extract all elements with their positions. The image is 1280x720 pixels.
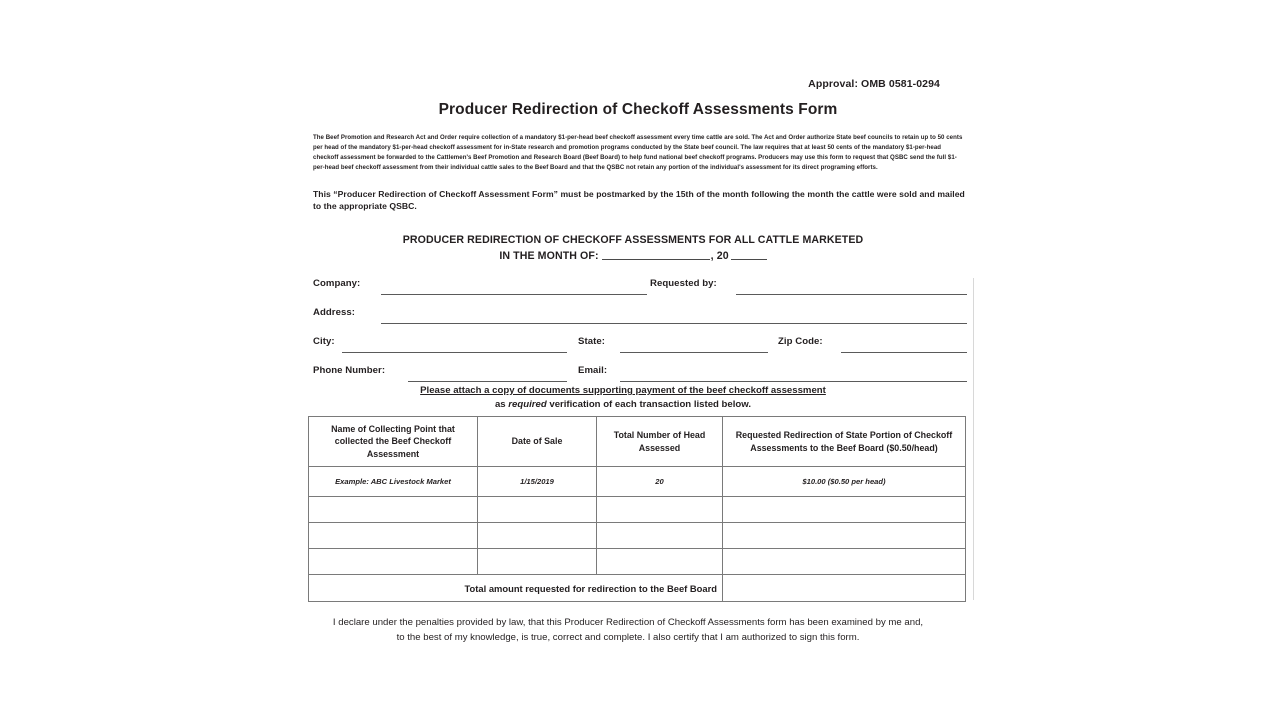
- declaration-line-1: I declare under the penalties provided by law, that this Producer Redirection of Checkoff Assessments form has been examined by me and,: [332, 617, 924, 628]
- column-header-date-of-sale: Date of Sale: [478, 417, 597, 467]
- table-header-row: [309, 417, 966, 467]
- cell-requested-redirection[interactable]: [723, 549, 966, 575]
- total-label: Total amount requested for redirection to the Beef Board: [309, 575, 723, 602]
- table-row: [309, 523, 966, 549]
- example-requested-redirection: $10.00 ($0.50 per head): [723, 467, 966, 497]
- example-total-head: 20: [597, 467, 723, 497]
- address-input[interactable]: [381, 323, 967, 324]
- attachment-note-suffix: verification of each transaction listed below.: [546, 399, 752, 410]
- column-header-collecting-point: Name of Collecting Point that collected the Beef Checkoff Assessment: [309, 417, 478, 467]
- table-row: [309, 549, 966, 575]
- column-header-total-head: Total Number of Head Assessed: [597, 417, 723, 467]
- phone-number-input[interactable]: [408, 381, 567, 382]
- state-input[interactable]: [620, 352, 768, 353]
- zip-code-input[interactable]: [841, 352, 967, 353]
- city-label: City:: [313, 336, 335, 347]
- cell-date-of-sale[interactable]: [478, 549, 597, 575]
- table-row-example: [309, 467, 966, 497]
- cell-collecting-point[interactable]: [309, 523, 478, 549]
- month-blank-input[interactable]: [602, 259, 710, 260]
- table-row-total: [309, 575, 966, 602]
- year-blank-input[interactable]: [731, 259, 767, 260]
- requested-by-input[interactable]: [736, 294, 967, 295]
- cell-collecting-point[interactable]: [309, 549, 478, 575]
- cell-total-head[interactable]: [597, 523, 723, 549]
- intro-paragraph-statute: The Beef Promotion and Research Act and Order require collection of a mandatory $1-per-head beef checkoff assessment every time cattle are sold. The Act and Order authorize State beef councils to retain up to 50 cents per head of the mandatory $1-per-head checkoff assessment for in-State research and promotion programs conducted by the State beef council. The law requires that at least 50 cents of the mandatory $1-per-head checkoff assessment be forwarded to the Cattlemen's Beef Promotion and Research Board (Beef Board) to help fund national beef checkoff programs. Producers may use this form to request that QSBC send the full $1-per-head beef checkoff assessment from their individual cattle sales to the Beef Board and that the QSBC not retain any portion of the individual's assessment for its direct programing efforts.: [313, 134, 963, 171]
- city-input[interactable]: [342, 352, 567, 353]
- example-collecting-point: Example: ABC Livestock Market: [309, 467, 478, 497]
- month-of-label: IN THE MONTH OF:: [499, 250, 599, 262]
- cell-requested-redirection[interactable]: [723, 523, 966, 549]
- section-heading-line-2: [0, 250, 1273, 262]
- attachment-note-prefix: as: [494, 399, 509, 410]
- cell-collecting-point[interactable]: [309, 497, 478, 523]
- example-date-of-sale: 1/15/2019: [478, 467, 597, 497]
- state-label: State:: [578, 336, 605, 347]
- cell-total-head[interactable]: [597, 549, 723, 575]
- company-input[interactable]: [381, 294, 647, 295]
- cell-date-of-sale[interactable]: [478, 497, 597, 523]
- section-heading-line-1: PRODUCER REDIRECTION OF CHECKOFF ASSESSMENTS FOR ALL CATTLE MARKETED: [402, 234, 864, 246]
- column-header-requested-redirection: Requested Redirection of State Portion of Checkoff Assessments to the Beef Board ($0.50/head): [723, 417, 966, 467]
- email-label: Email:: [578, 365, 608, 376]
- assessments-table: [308, 416, 966, 602]
- cell-total-head[interactable]: [597, 497, 723, 523]
- intro-paragraph-deadline: This “Producer Redirection of Checkoff Assessment Form” must be postmarked by the 15th of the month following the month the cattle were sold and mailed to the appropriate QSBC.: [313, 189, 965, 212]
- cell-date-of-sale[interactable]: [478, 523, 597, 549]
- email-input[interactable]: [620, 381, 967, 382]
- company-label: Company:: [313, 278, 361, 289]
- zip-code-label: Zip Code:: [778, 336, 823, 347]
- page-title: Producer Redirection of Checkoff Assessments Form: [438, 101, 838, 118]
- cell-requested-redirection[interactable]: [723, 497, 966, 523]
- table-row: [309, 497, 966, 523]
- phone-number-label: Phone Number:: [313, 365, 386, 376]
- attachment-note-emphasis: required: [508, 399, 547, 410]
- address-label: Address:: [313, 307, 355, 318]
- declaration-text: [0, 616, 1268, 646]
- attachment-note-line-2: [0, 399, 1263, 410]
- omb-approval-number: Approval: OMB 0581-0294: [808, 78, 940, 90]
- attachment-note-line-1: Please attach a copy of documents supporting payment of the beef checkoff assessment: [420, 385, 826, 396]
- declaration-line-2: to the best of my knowledge, is true, correct and complete. I also certify that I am authorized to sign this form.: [396, 631, 860, 643]
- page-margin-guide: [973, 278, 974, 600]
- year-prefix-label: , 20: [710, 250, 729, 262]
- total-amount-input[interactable]: [723, 575, 966, 602]
- requested-by-label: Requested by:: [650, 278, 717, 289]
